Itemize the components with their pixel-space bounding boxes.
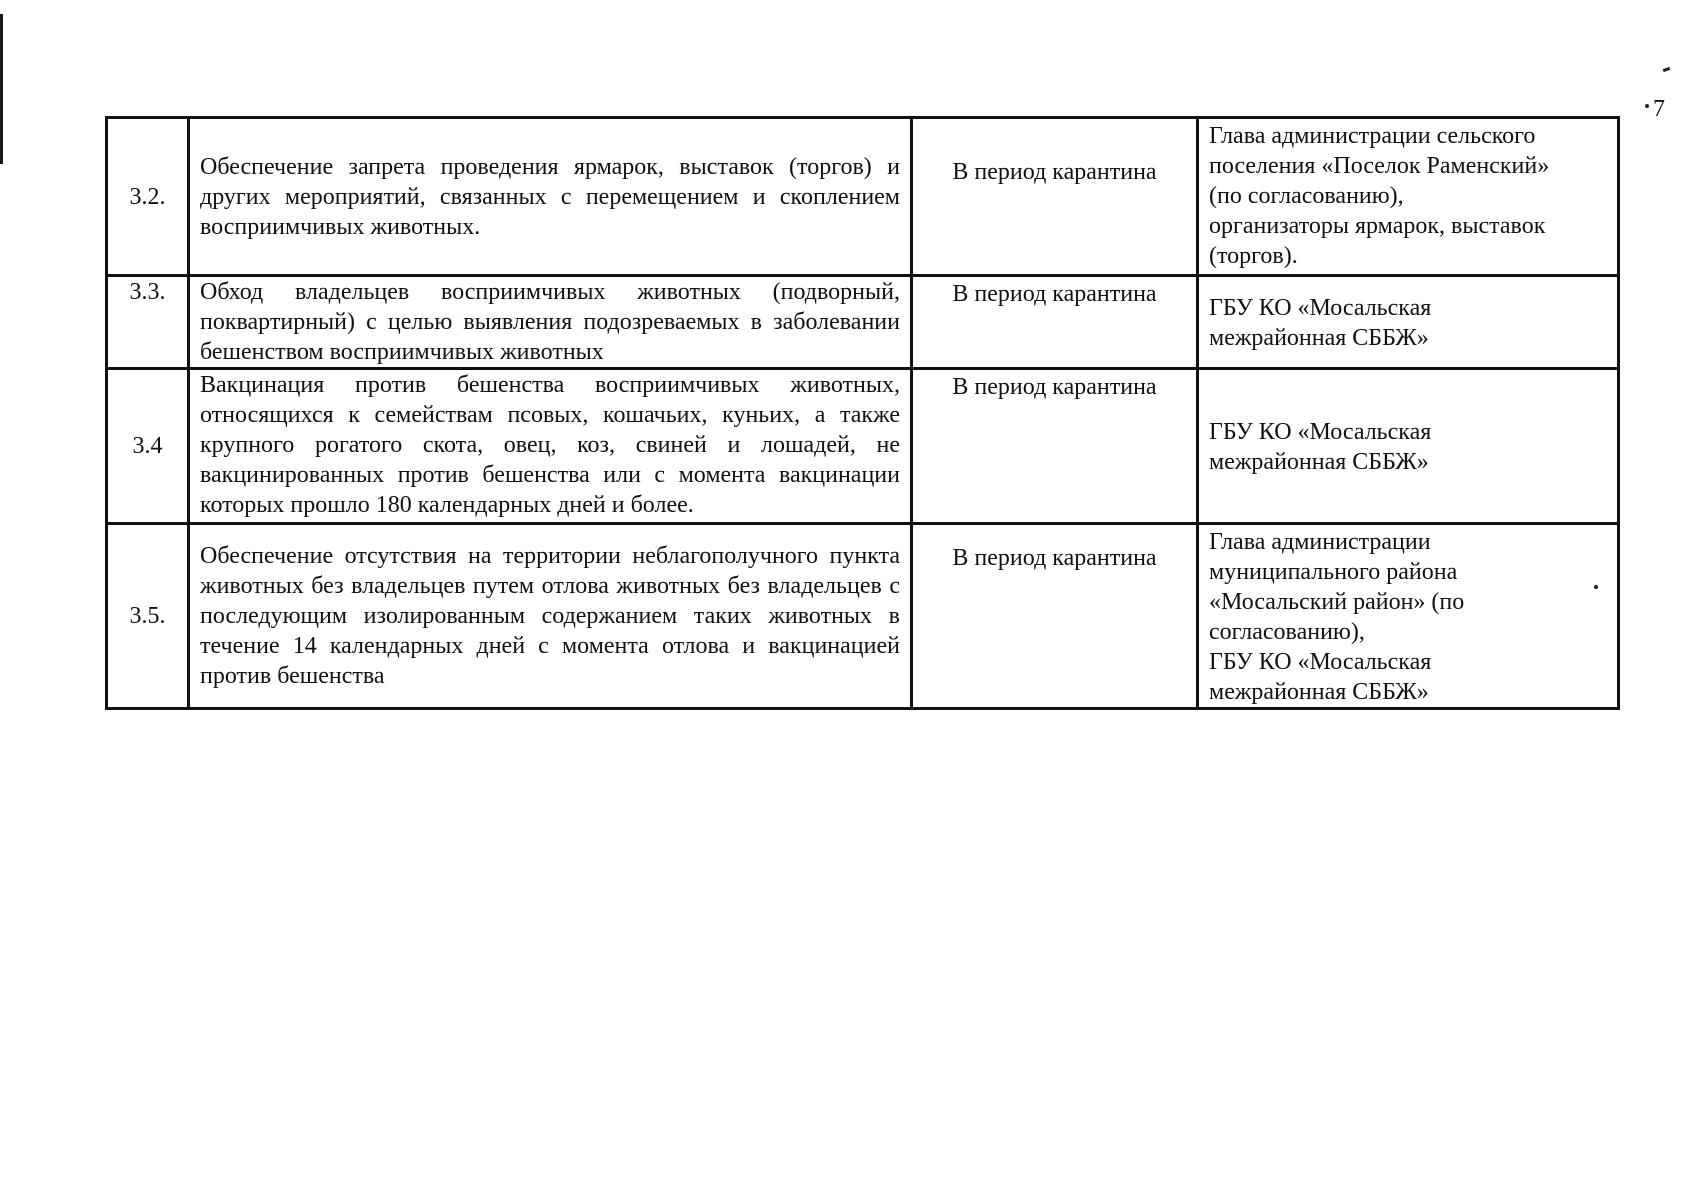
- table-row: [107, 524, 1619, 709]
- responsible-line: ГБУ КО «Мосальская: [1209, 649, 1432, 675]
- row-number: 3.2.: [107, 118, 189, 276]
- responsible-line: межрайонная СББЖ»: [1209, 679, 1429, 705]
- responsible-line: Глава администрации сельского: [1209, 123, 1536, 149]
- responsible-line: согласованию),: [1209, 619, 1365, 645]
- row-number: 3.5.: [107, 524, 189, 709]
- responsible-line: организаторы ярмарок, выставок: [1209, 213, 1546, 239]
- measure-responsible: [1198, 524, 1619, 709]
- binding-edge-mark: [0, 14, 3, 164]
- responsible-line: ГБУ КО «Мосальская: [1209, 295, 1432, 321]
- table-row: [107, 118, 1619, 276]
- measure-period: В период карантина: [912, 118, 1198, 276]
- measure-description: Обеспечение запрета проведения ярмарок, выставок (торгов) и других мероприятий, связанных с перемещением и скоплением восприимчивых животных.: [189, 118, 912, 276]
- responsible-line: (по согласованию),: [1209, 183, 1404, 209]
- row-number: 3.3.: [107, 276, 189, 369]
- measure-responsible: [1198, 369, 1619, 524]
- responsible-line: муниципального района: [1209, 559, 1458, 585]
- measure-description: Вакцинация против бешенства восприимчивых животных, относящихся к семействам псовых, кошачьих, куньих, а также крупного рогатого скота, овец, коз, свиней и лошадей, не вакцинированных против бешенства или с момента вакцинации которых прошло 180 календарных дней и более.: [189, 369, 912, 524]
- row-number: 3.4: [107, 369, 189, 524]
- scan-mark: [1663, 67, 1671, 72]
- table-row: [107, 369, 1619, 524]
- responsible-line: межрайонная СББЖ»: [1209, 325, 1429, 351]
- measure-period: В период карантина: [912, 276, 1198, 369]
- measure-period: В период карантина: [912, 369, 1198, 524]
- responsible-line: поселения «Поселок Раменский»: [1209, 153, 1550, 179]
- page-number: 7: [1653, 96, 1665, 122]
- measure-responsible: [1198, 118, 1619, 276]
- table-row: [107, 276, 1619, 369]
- measures-table: [105, 116, 1620, 710]
- measure-responsible: [1198, 276, 1619, 369]
- measure-description: Обеспечение отсутствия на территории неблагополучного пункта животных без владельцев путем отлова животных без владельцев с последующим изолированным содержанием таких животных в течение 14 календарных дней с момента отлова и вакцинацией против бешенства: [189, 524, 912, 709]
- responsible-line: (торгов).: [1209, 243, 1298, 269]
- responsible-line: ГБУ КО «Мосальская: [1209, 419, 1432, 445]
- responsible-line: «Мосальский район» (по: [1209, 589, 1465, 615]
- scan-dot: [1645, 104, 1649, 108]
- measure-period: В период карантина: [912, 524, 1198, 709]
- responsible-line: Глава администрации: [1209, 529, 1431, 555]
- measure-description: Обход владельцев восприимчивых животных (подворный, поквартирный) с целью выявления подозреваемых в заболевании бешенством восприимчивых животных: [189, 276, 912, 369]
- responsible-line: межрайонная СББЖ»: [1209, 449, 1429, 475]
